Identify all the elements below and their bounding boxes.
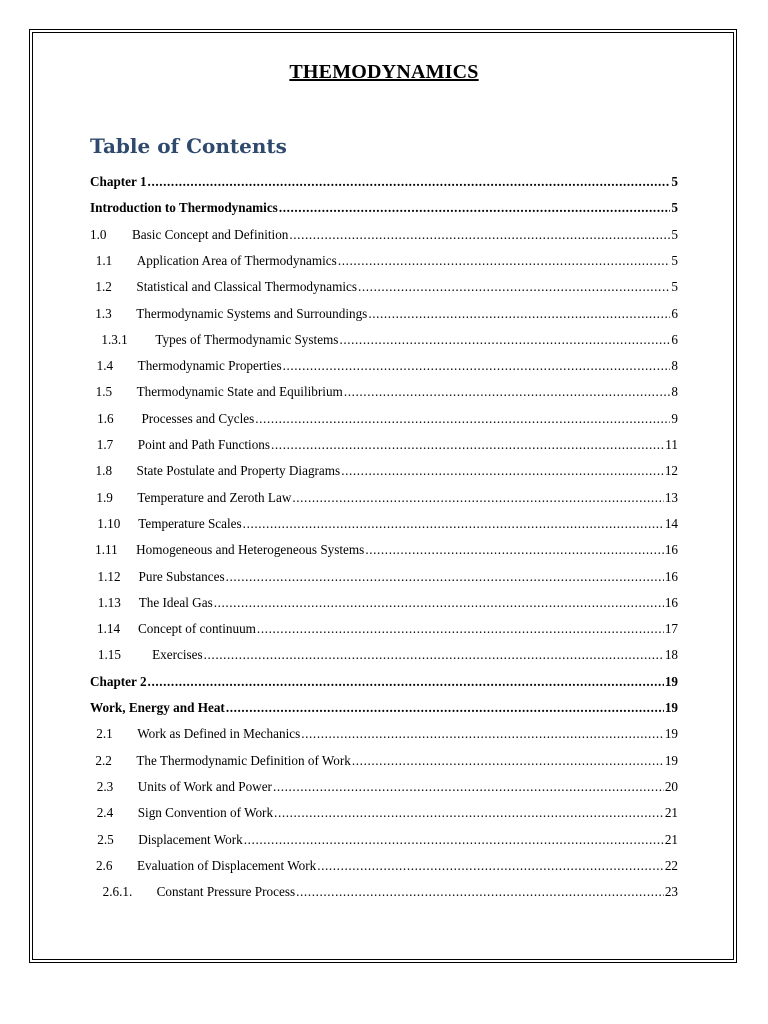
toc-entry[interactable] — [90, 460, 678, 482]
toc-entry-page-number: 21 — [664, 831, 678, 847]
toc-entry-number: 2.1 — [96, 726, 113, 742]
toc-entry-title: Thermodynamic Systems and Surroundings — [136, 305, 368, 321]
toc-entry-number: 1.6 — [97, 410, 114, 426]
toc-dot-leader — [226, 566, 664, 588]
toc-entry[interactable] — [90, 644, 678, 666]
toc-dot-leader — [352, 750, 664, 772]
document-title: THEMODYNAMICS — [289, 61, 479, 83]
toc-dot-leader — [289, 224, 670, 246]
toc-entry[interactable] — [90, 881, 678, 903]
toc-dot-leader — [274, 802, 664, 824]
toc-entry[interactable] — [90, 539, 678, 561]
toc-entry-title: Sign Convention of Work — [137, 805, 274, 821]
toc-entry-page-number: 5 — [671, 226, 678, 242]
toc-entry-page-number: 5 — [671, 279, 678, 295]
toc-entry-title: Statistical and Classical Thermodynamics — [136, 279, 357, 295]
toc-entry-page-number: 22 — [664, 857, 678, 873]
toc-entry[interactable] — [90, 750, 678, 772]
toc-entry-title: The Ideal Gas — [138, 594, 213, 610]
toc-heading: Table of Contents — [90, 134, 287, 158]
toc-entry-number: 1.11 — [95, 542, 118, 558]
toc-entry-title: Temperature and Zeroth Law — [137, 489, 292, 505]
toc-entry[interactable] — [90, 355, 678, 377]
toc-entry[interactable] — [90, 250, 678, 272]
toc-dot-leader — [279, 197, 671, 219]
toc-entry[interactable] — [90, 171, 678, 193]
toc-entry-number: 1.1 — [95, 252, 113, 268]
toc-entry-page-number: 16 — [664, 568, 678, 584]
toc-entry-number: 1.12 — [97, 568, 121, 584]
toc-entry-number: 1.4 — [96, 358, 114, 374]
toc-entry-page-number: 23 — [664, 884, 678, 900]
toc-entry[interactable] — [90, 197, 678, 219]
toc-entry-page-number: 19 — [664, 752, 678, 768]
toc-entry-title: Application Area of Thermodynamics — [136, 252, 337, 268]
toc-entry-number: 2.6.1. — [102, 884, 133, 900]
toc-entry[interactable] — [90, 776, 678, 798]
toc-dot-leader — [301, 723, 664, 745]
toc-entry-title: The Thermodynamic Definition of Work — [136, 752, 351, 768]
toc-entry-page-number: 16 — [664, 594, 678, 610]
toc-entry-page-number: 5 — [671, 200, 678, 216]
toc-entry[interactable] — [90, 329, 678, 351]
toc-entry-title: Point and Path Functions — [137, 437, 271, 452]
toc-entry-title: Work as Defined in Mechanics — [137, 726, 301, 742]
toc-entry-number: 2.6 — [95, 857, 113, 873]
toc-entry-number: 1.10 — [97, 515, 121, 531]
toc-dot-leader — [317, 855, 664, 877]
toc-dot-leader — [273, 776, 664, 798]
toc-entry-page-number: 19 — [664, 700, 678, 715]
toc-entry-title: Exercises — [138, 647, 203, 663]
toc-entry-title: Thermodynamic State and Equilibrium — [136, 384, 343, 400]
toc-entry-title: Pure Substances — [138, 568, 225, 584]
toc-entry-title: Introduction to Thermodynamics — [90, 200, 278, 216]
toc-entry-page-number: 16 — [664, 542, 678, 558]
toc-entry-page-number: 5 — [671, 252, 678, 268]
toc-dot-leader — [341, 460, 664, 482]
toc-entry-title: Basic Concept and Definition — [132, 226, 289, 242]
toc-dot-leader — [296, 881, 664, 903]
toc-entry-title: Chapter 2 — [90, 673, 147, 689]
toc-entry[interactable] — [90, 697, 678, 719]
toc-entry-number: 1.3.1 — [101, 331, 128, 347]
toc-entry-number: 1.14 — [96, 621, 121, 637]
toc-entry-page-number: 18 — [664, 647, 678, 663]
toc-entry-page-number: 14 — [664, 515, 678, 531]
toc-entry-title: Thermodynamic Properties — [137, 358, 282, 374]
toc-entry[interactable] — [90, 276, 678, 298]
toc-entry-title: Evaluation of Displacement Work — [136, 857, 317, 873]
toc-entry[interactable] — [90, 487, 678, 509]
toc-entry-number: 2.2 — [95, 752, 112, 768]
toc-entry[interactable] — [90, 408, 678, 430]
toc-dot-leader — [365, 539, 664, 561]
toc-entry-page-number: 20 — [664, 778, 678, 794]
toc-entry-title: Temperature Scales — [138, 515, 242, 531]
toc-dot-leader — [257, 618, 664, 640]
toc-entry[interactable] — [90, 855, 678, 877]
toc-entry-title: Displacement Work — [138, 831, 243, 847]
toc-dot-leader — [339, 329, 670, 351]
toc-entry-number: 1.8 — [95, 463, 113, 479]
toc-entry[interactable] — [90, 513, 678, 535]
toc-dot-leader — [204, 644, 664, 666]
toc-entry[interactable] — [90, 802, 678, 824]
toc-dot-leader — [255, 408, 670, 430]
toc-entry-title: Processes and Cycles — [138, 410, 255, 426]
toc-entry-title: Work, Energy and Heat — [90, 700, 225, 715]
toc-entry-number: 1.7 — [96, 437, 114, 452]
toc-dot-leader — [271, 434, 664, 456]
toc-entry-page-number: 13 — [664, 489, 678, 505]
toc-entry-title: Concept of continuum — [137, 621, 256, 637]
toc-entry-title: State Postulate and Property Diagrams — [136, 463, 341, 479]
toc-entry-page-number: 6 — [671, 331, 678, 347]
toc-dot-leader — [292, 487, 663, 509]
toc-entry[interactable] — [90, 566, 678, 588]
toc-entry-page-number: 9 — [671, 410, 678, 426]
toc-entry-number: 1.5 — [95, 384, 113, 400]
toc-entry-page-number: 5 — [671, 174, 678, 189]
toc-entry-number: 2.5 — [97, 831, 114, 847]
toc-entry-page-number: 8 — [671, 384, 678, 400]
toc-entry-title: Homogeneous and Heterogeneous Systems — [136, 542, 365, 558]
toc-entry-number: 1.9 — [96, 489, 113, 505]
toc-entry-number: 2.4 — [96, 805, 114, 821]
toc-entry[interactable] — [90, 381, 678, 403]
toc-entry-number: 1.2 — [95, 279, 112, 295]
toc-entry-page-number: 8 — [671, 358, 678, 374]
toc-dot-leader — [368, 303, 670, 325]
toc-dot-leader — [283, 355, 671, 377]
toc-entry-number: 1.15 — [97, 647, 121, 663]
toc-entry-number: 2.3 — [96, 778, 114, 794]
toc-entry[interactable] — [90, 303, 678, 325]
toc-entry-title: Constant Pressure Process — [156, 884, 296, 900]
toc-entry-number: 1.13 — [97, 594, 121, 610]
toc-entry-page-number: 17 — [664, 621, 678, 637]
toc-dot-leader — [338, 250, 671, 272]
toc-dot-leader — [243, 513, 664, 535]
toc-entry-page-number: 19 — [664, 726, 678, 742]
toc-dot-leader — [344, 381, 671, 403]
toc-entry[interactable] — [90, 592, 678, 614]
toc-entry-title: Types of Thermodynamic Systems — [155, 331, 339, 347]
toc-entry[interactable] — [90, 829, 678, 851]
toc-entry[interactable] — [90, 224, 678, 246]
toc-entry-page-number: 6 — [671, 305, 678, 321]
toc-entry-title: Chapter 1 — [90, 174, 147, 189]
toc-dot-leader — [148, 671, 664, 693]
toc-entry-number: 1.0 — [90, 226, 107, 242]
toc-entry-page-number: 21 — [664, 805, 678, 821]
toc-entry[interactable] — [90, 434, 678, 456]
toc-dot-leader — [358, 276, 670, 298]
toc-entry-title: Units of Work and Power — [137, 778, 272, 794]
toc-entry[interactable] — [90, 723, 678, 745]
toc-dot-leader — [148, 171, 671, 193]
toc-entry-page-number: 12 — [664, 463, 678, 479]
toc-entry-page-number: 11 — [665, 437, 678, 452]
toc-dot-leader — [214, 592, 664, 614]
toc-entry-page-number: 19 — [664, 673, 678, 689]
toc-entry[interactable] — [90, 671, 678, 693]
toc-entry[interactable] — [90, 618, 678, 640]
toc-dot-leader — [244, 829, 664, 851]
toc-dot-leader — [226, 697, 664, 719]
toc-entry-number: 1.3 — [95, 305, 112, 321]
